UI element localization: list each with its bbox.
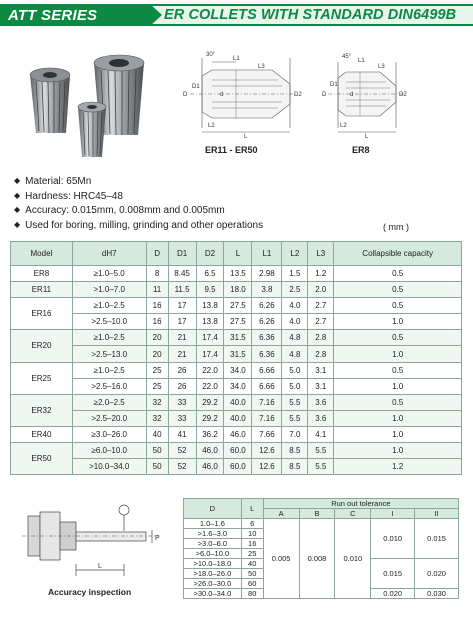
runout-d-cell: >10.0–18.0	[184, 559, 242, 569]
table-cell: 34.0	[224, 378, 252, 394]
collet-product-photo	[22, 45, 162, 163]
table-cell: 0.5	[334, 362, 462, 378]
runout-c-cell: 0.010	[335, 519, 371, 599]
d-label: D	[183, 92, 188, 98]
spec-accuracy: ◆ Accuracy: 0.015mm, 0.008mm and 0.005mm	[14, 204, 263, 219]
col-l1: L1	[252, 242, 282, 266]
table-cell: 8.5	[282, 459, 308, 475]
table-cell: 16	[146, 298, 168, 314]
table-cell: 40.0	[224, 410, 252, 426]
table-cell: 13.5	[224, 266, 252, 282]
banner-divider	[150, 4, 162, 26]
table-cell: 1.0	[334, 378, 462, 394]
table-cell: 1.2	[308, 266, 334, 282]
table-cell: 8	[146, 266, 168, 282]
runout-d-cell: 1.0–1.6	[184, 519, 242, 529]
table-cell: 20	[146, 346, 168, 362]
col-l3: L3	[308, 242, 334, 266]
er8-drawing	[320, 48, 410, 140]
table-row	[11, 266, 462, 282]
spec-list	[14, 175, 263, 233]
table-cell: 26	[168, 378, 196, 394]
runout-col-b: B	[299, 509, 335, 519]
model-cell: ER11	[11, 282, 73, 298]
model-cell: ER40	[11, 426, 73, 442]
table-cell: 5.5	[282, 410, 308, 426]
er8-caption: ER8	[352, 145, 370, 155]
collet-small-front	[78, 102, 106, 157]
er11-er50-drawing	[178, 48, 308, 140]
page-title: ER COLLETS WITH STANDARD DIN6499B	[164, 7, 457, 23]
table-cell: ≥2.0–2.5	[72, 394, 146, 410]
runout-a-cell: 0.005	[263, 519, 299, 599]
runout-l-cell: 40	[241, 559, 263, 569]
spec-usage: ◆ Used for boring, milling, grinding and other operations	[14, 219, 263, 234]
table-cell: ≥6.0–10.0	[72, 443, 146, 459]
table-cell: 2.8	[308, 330, 334, 346]
table-cell: 32	[146, 394, 168, 410]
series-banner	[0, 4, 150, 26]
series-label: ATT SERIES	[8, 7, 98, 24]
er8-d2-label: D2	[399, 92, 407, 98]
bore-label: d	[220, 92, 224, 98]
table-cell: 50	[146, 459, 168, 475]
table-cell: 1.0	[334, 346, 462, 362]
runout-b-cell: 0.008	[299, 519, 335, 599]
runout-ii-cell: 0.030	[415, 589, 459, 599]
table-cell: 7.66	[252, 426, 282, 442]
collet-large-left	[30, 68, 70, 133]
er8-angle-label: 45°	[342, 54, 352, 60]
table-cell: 8.5	[282, 443, 308, 459]
table-cell: ≥3.0–26.0	[72, 426, 146, 442]
er8-l3-label: L3	[378, 64, 385, 70]
table-cell: ≥1.0–5.0	[72, 266, 146, 282]
model-cell: ER50	[11, 443, 73, 475]
table-cell: 5.5	[308, 443, 334, 459]
runout-l-cell: 25	[241, 549, 263, 559]
table-cell: 22.0	[196, 362, 224, 378]
table-cell: 12.6	[252, 443, 282, 459]
spec-material: ◆ Material: 65Mn	[14, 175, 263, 190]
table-cell: >2.5–20.0	[72, 410, 146, 426]
table-cell: 2.7	[308, 298, 334, 314]
collet-spec-table	[10, 241, 462, 475]
table-cell: 0.5	[334, 394, 462, 410]
accuracy-inspection-diagram	[18, 500, 168, 582]
table-cell: 9.5	[196, 282, 224, 298]
table-cell: 0.5	[334, 298, 462, 314]
table-cell: 46.0	[196, 459, 224, 475]
table-cell: 21	[168, 346, 196, 362]
table-row	[11, 314, 462, 330]
table-cell: 2.98	[252, 266, 282, 282]
model-cell: ER20	[11, 330, 73, 362]
table-cell: 21	[168, 330, 196, 346]
er8-l1-label: L1	[358, 58, 365, 64]
table-cell: 3.6	[308, 394, 334, 410]
table-cell: 6.36	[252, 346, 282, 362]
table-cell: 26	[168, 362, 196, 378]
runout-l-cell: 80	[241, 589, 263, 599]
inspection-p-label: P	[155, 535, 160, 542]
table-cell: 52	[168, 443, 196, 459]
table-cell: 29.2	[196, 410, 224, 426]
er11-er50-caption: ER11 - ER50	[205, 145, 258, 155]
table-cell: 6.66	[252, 362, 282, 378]
table-cell: 29.2	[196, 394, 224, 410]
table-row	[11, 410, 462, 426]
er8-bore-label: d	[350, 92, 354, 98]
table-header-row	[11, 242, 462, 266]
spec-hardness: ◆ Hardness: HRC45–48	[14, 190, 263, 205]
table-cell: 6.66	[252, 378, 282, 394]
runout-col-a: A	[263, 509, 299, 519]
table-cell: 4.0	[282, 298, 308, 314]
angle-label: 30°	[206, 52, 216, 58]
table-cell: 16	[146, 314, 168, 330]
er8-d-label: D	[322, 92, 327, 98]
model-cell: ER8	[11, 266, 73, 282]
table-cell: 1.0	[334, 314, 462, 330]
runout-d-cell: >26.0–30.0	[184, 579, 242, 589]
table-cell: 33	[168, 394, 196, 410]
runout-l-cell: 10	[241, 529, 263, 539]
inspection-l-label: L	[98, 563, 102, 570]
table-cell: 31.5	[224, 330, 252, 346]
table-cell: 1.0	[334, 410, 462, 426]
table-cell: 41	[168, 426, 196, 442]
title-banner	[150, 4, 473, 26]
runout-d-cell: >3.0–6.0	[184, 539, 242, 549]
runout-col-d: D	[184, 499, 242, 519]
table-row	[11, 282, 462, 298]
unit-label: ( mm )	[383, 222, 409, 232]
runout-col-l: L	[241, 499, 263, 519]
table-cell: 6.26	[252, 314, 282, 330]
l1-label: L1	[233, 56, 240, 62]
table-cell: 31.5	[224, 346, 252, 362]
table-cell: 60.0	[224, 459, 252, 475]
table-cell: 8.45	[168, 266, 196, 282]
table-cell: 22.0	[196, 378, 224, 394]
table-cell: 6.5	[196, 266, 224, 282]
runout-i-cell: 0.020	[371, 589, 415, 599]
table-cell: 4.1	[308, 426, 334, 442]
table-cell: 32	[146, 410, 168, 426]
er8-length-label: L	[365, 134, 369, 140]
table-cell: 0.5	[334, 266, 462, 282]
table-cell: 1.2	[334, 459, 462, 475]
table-row	[11, 459, 462, 475]
runout-l-cell: 60	[241, 579, 263, 589]
l3-label: L3	[258, 64, 265, 70]
table-cell: 1.5	[282, 266, 308, 282]
table-cell: 18.0	[224, 282, 252, 298]
model-cell: ER25	[11, 362, 73, 394]
table-cell: 7.16	[252, 394, 282, 410]
runout-ii-cell: 0.020	[415, 559, 459, 589]
runout-d-cell: >18.0–26.0	[184, 569, 242, 579]
col-model: Model	[11, 242, 73, 266]
model-cell: ER32	[11, 394, 73, 426]
table-cell: 11	[146, 282, 168, 298]
table-cell: 17	[168, 298, 196, 314]
runout-body	[184, 519, 459, 599]
table-cell: 25	[146, 362, 168, 378]
table-cell: >2.5–13.0	[72, 346, 146, 362]
table-cell: 27.5	[224, 314, 252, 330]
col-capacity: Collapsible capacity	[334, 242, 462, 266]
table-cell: 17.4	[196, 330, 224, 346]
table-cell: 12.6	[252, 459, 282, 475]
runout-ii-cell: 0.015	[415, 519, 459, 559]
table-row	[11, 330, 462, 346]
table-cell: 1.0	[334, 426, 462, 442]
table-cell: 52	[168, 459, 196, 475]
table-cell: 20	[146, 330, 168, 346]
table-cell: 4.8	[282, 346, 308, 362]
table-cell: 17.4	[196, 346, 224, 362]
table-row	[11, 298, 462, 314]
table-cell: 6.26	[252, 298, 282, 314]
table-cell: 5.5	[308, 459, 334, 475]
runout-tolerance-table	[183, 498, 459, 599]
inspection-caption: Accuracy inspection	[48, 587, 132, 597]
table-cell: ≥1.0–2.5	[72, 362, 146, 378]
d2-label: D2	[294, 92, 302, 98]
table-cell: 5.0	[282, 378, 308, 394]
runout-row	[184, 519, 459, 529]
runout-d-cell: >1.6–3.0	[184, 529, 242, 539]
table-cell: 4.8	[282, 330, 308, 346]
page-header	[0, 0, 473, 30]
table-cell: 5.5	[282, 394, 308, 410]
table-cell: 7.0	[282, 426, 308, 442]
table-cell: 60.0	[224, 443, 252, 459]
runout-d-cell: >30.0–34.0	[184, 589, 242, 599]
table-row	[11, 362, 462, 378]
table-cell: 25	[146, 378, 168, 394]
table-cell: 3.1	[308, 362, 334, 378]
runout-l-cell: 6	[241, 519, 263, 529]
table-cell: 13.8	[196, 298, 224, 314]
col-l: L	[224, 242, 252, 266]
table-body	[11, 266, 462, 475]
runout-col-ii: II	[415, 509, 459, 519]
table-cell: 13.8	[196, 314, 224, 330]
table-cell: 0.5	[334, 282, 462, 298]
length-label: L	[244, 134, 248, 140]
table-cell: 40.0	[224, 394, 252, 410]
d1-label: D1	[192, 84, 200, 90]
l2-label: L2	[208, 123, 215, 129]
table-cell: 36.2	[196, 426, 224, 442]
runout-col-c: C	[335, 509, 371, 519]
table-cell: 2.8	[308, 346, 334, 362]
table-cell: >10.0–34.0	[72, 459, 146, 475]
table-cell: 3.8	[252, 282, 282, 298]
table-row	[11, 394, 462, 410]
table-cell: 2.7	[308, 314, 334, 330]
table-cell: 46.0	[224, 426, 252, 442]
table-cell: 40	[146, 426, 168, 442]
runout-l-cell: 16	[241, 539, 263, 549]
table-cell: >2.5–10.0	[72, 314, 146, 330]
col-d: D	[146, 242, 168, 266]
er8-d1-label: D1	[330, 82, 338, 88]
table-cell: 34.0	[224, 362, 252, 378]
col-d2: D2	[196, 242, 224, 266]
model-cell: ER16	[11, 298, 73, 330]
col-d1: D1	[168, 242, 196, 266]
table-cell: 11.5	[168, 282, 196, 298]
table-row	[11, 443, 462, 459]
table-cell: 27.5	[224, 298, 252, 314]
table-cell: >2.5–16.0	[72, 378, 146, 394]
table-cell: ≥1.0–2.5	[72, 298, 146, 314]
table-row	[11, 378, 462, 394]
table-cell: 33	[168, 410, 196, 426]
table-cell: 6.36	[252, 330, 282, 346]
table-cell: 3.1	[308, 378, 334, 394]
table-cell: 50	[146, 443, 168, 459]
runout-l-cell: 50	[241, 569, 263, 579]
er8-l2-label: L2	[340, 123, 347, 129]
table-cell: 17	[168, 314, 196, 330]
col-l2: L2	[282, 242, 308, 266]
table-row	[11, 426, 462, 442]
table-cell: 4.0	[282, 314, 308, 330]
runout-i-cell: 0.010	[371, 519, 415, 559]
col-dh7: dH7	[72, 242, 146, 266]
table-cell: 1.0	[334, 443, 462, 459]
table-row	[11, 346, 462, 362]
runout-title: Run out tolerance	[263, 499, 458, 509]
table-cell: 2.0	[308, 282, 334, 298]
runout-d-cell: >6.0–10.0	[184, 549, 242, 559]
runout-i-cell: 0.015	[371, 559, 415, 589]
table-cell: 46.0	[196, 443, 224, 459]
table-cell: 5.0	[282, 362, 308, 378]
table-cell: 2.5	[282, 282, 308, 298]
table-cell: ≥1.0–2.5	[72, 330, 146, 346]
runout-col-i: I	[371, 509, 415, 519]
table-cell: 3.6	[308, 410, 334, 426]
table-cell: 0.5	[334, 330, 462, 346]
table-cell: 7.16	[252, 410, 282, 426]
table-cell: >1.0–7.0	[72, 282, 146, 298]
